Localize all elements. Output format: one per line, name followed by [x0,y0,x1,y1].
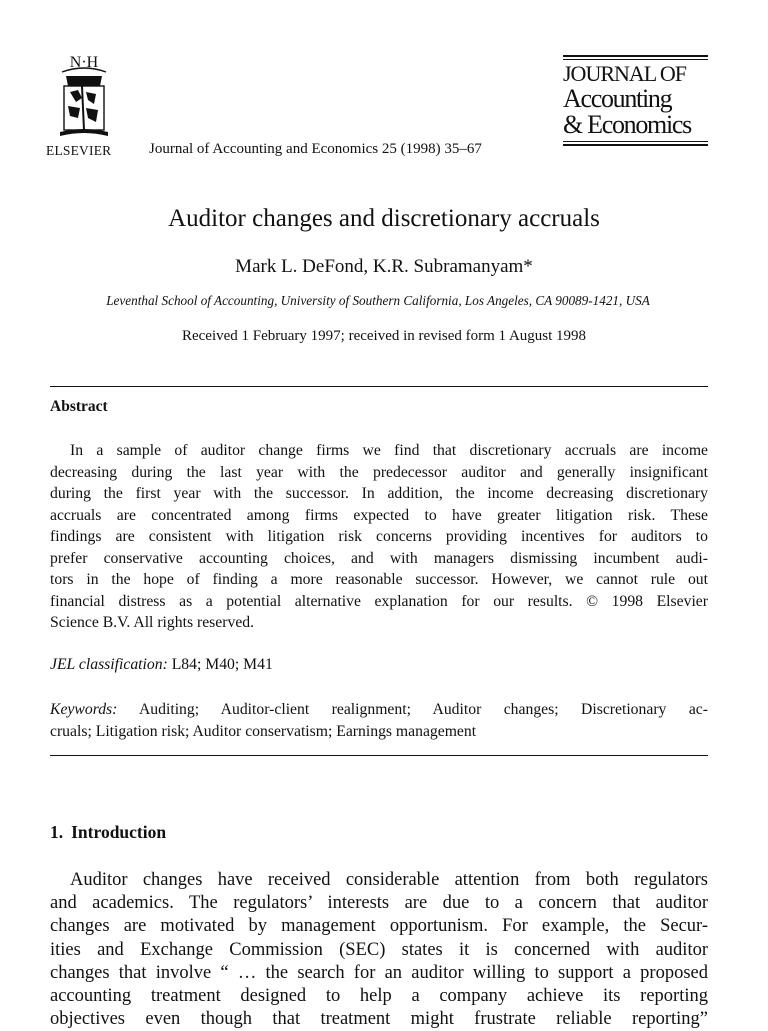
keywords-label: Keywords: [50,701,118,718]
publisher-mark: N·H [69,54,99,71]
abstract-line: tors in the hope of finding a more reasonable successor. However, we cannot rule out [50,571,708,588]
masthead-line-2: Accounting [563,84,672,113]
keywords-list-2: cruals; Litigation risk; Auditor conservatism; Earnings management [50,722,477,740]
section-title: Introduction [71,822,167,842]
publisher-name: ELSEVIER [46,143,112,158]
intro-line: objectives even though that treatment might frustrate reliable reporting” [50,1009,708,1030]
intro-line: changes that involve “ … the search for an auditor willing to support a proposed [50,962,708,983]
abstract-line: Science B.V. All rights reserved. [50,614,255,631]
abstract-line: financial distress as a potential alternative explanation for our results. © 1998 Elsevier [50,592,708,610]
masthead-rule-bottom-thin [563,141,708,142]
abstract-line: prefer conservative accounting choices, and with managers dismissing incumbent audi- [50,549,708,567]
section-heading-introduction [50,822,166,843]
abstract-line: decreasing during the last year with the predecessor auditor and generally insignificant [50,463,708,481]
intro-line: and academics. The regulators’ interests are due to a concern that auditor [50,893,708,914]
introduction-text [50,869,708,1031]
abstract-text [50,440,708,634]
journal-masthead [563,55,708,148]
masthead-line-1: JOURNAL OF [563,61,687,86]
masthead-rule-top [563,55,708,57]
abstract-line: during the first year with the successor. In addition, the income decreasing discretionary [50,485,708,502]
divider-top [50,386,708,387]
paper-authors: Mark L. DeFond, K.R. Subramanyam* [235,256,533,277]
paper-title: Auditor changes and discretionary accruals [168,205,600,232]
abstract-line: accruals are concentrated among firms expected to have greater litigation risk. These [50,506,708,524]
intro-line: ities and Exchange Commission (SEC) states it is concerned with auditor [50,939,708,960]
intro-line: Auditor changes have received considerable attention from both regulators [70,870,708,890]
abstract-line: In a sample of auditor change firms we find that discretionary accruals are income [70,442,708,459]
masthead-rule-bottom [563,144,708,146]
elsevier-tree-icon [48,52,120,142]
keywords-list-1: Auditing; Auditor-client realignment; Auditor changes; Discretionary ac- [138,701,708,718]
elsevier-logo [48,52,120,142]
jel-codes: L84; M40; M41 [171,656,273,673]
intro-line: accounting treatment designed to help a company achieve its reporting [50,985,708,1006]
section-number: 1. [50,822,64,842]
intro-line: changes are motivated by management opportunism. For example, the Secur- [50,916,708,937]
jel-classification [50,656,273,674]
received-dates: Received 1 February 1997; received in revised form 1 August 1998 [181,328,587,344]
abstract-heading: Abstract [50,398,108,415]
divider-bottom [50,755,708,756]
masthead-line-3: & Economics [563,110,691,139]
journal-citation: Journal of Accounting and Economics 25 (1998) 35–67 [149,141,482,157]
keywords [50,699,708,742]
jel-label: JEL classification: [50,656,168,673]
author-affiliation: Leventhal School of Accounting, University of Southern California, Los Angeles, CA 90089-1421, USA [106,293,650,308]
abstract-line: findings are consistent with litigation risk concerns providing incentives for auditors to [50,528,708,545]
masthead-rule-top-thin [563,59,708,60]
keywords-line [50,699,708,721]
